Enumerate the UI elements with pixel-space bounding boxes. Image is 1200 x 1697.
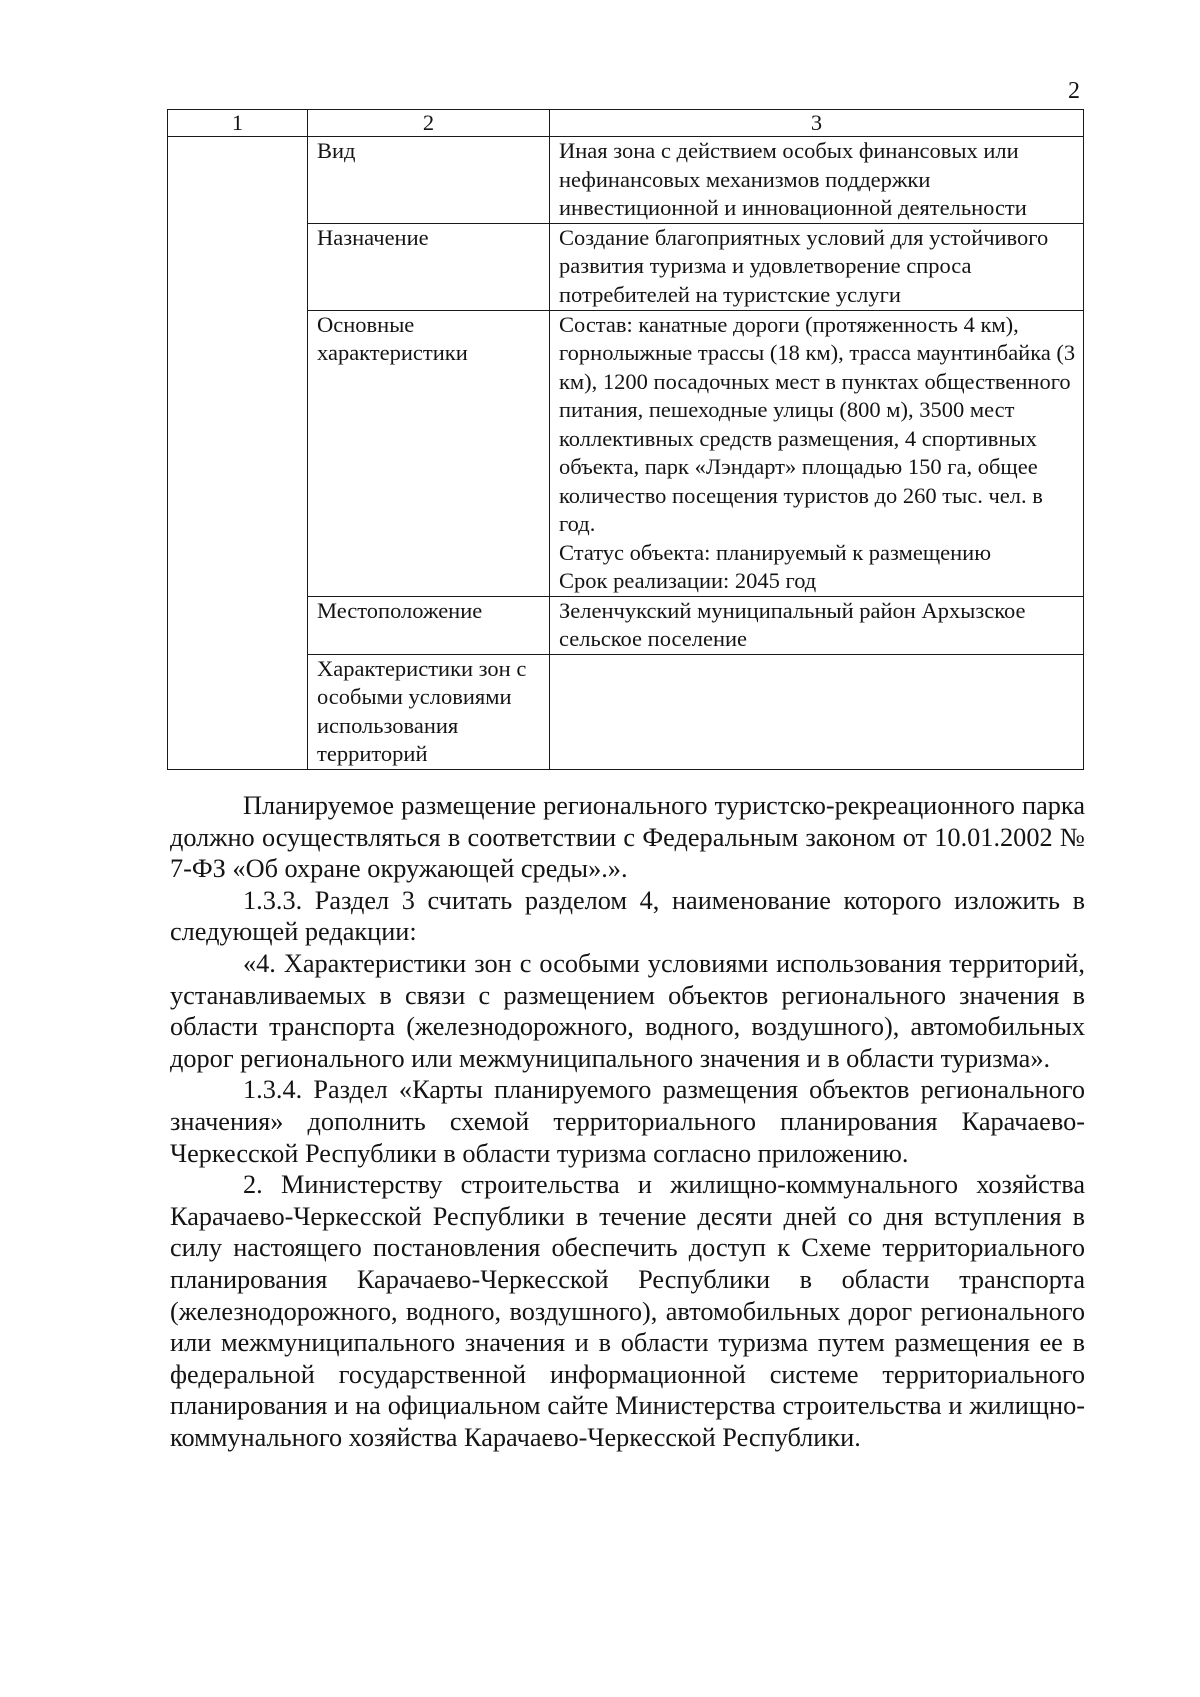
row-label: Местоположение (317, 597, 483, 623)
table-cell-label (308, 310, 550, 596)
page-number: 2 (1068, 78, 1080, 104)
table-cell-label (308, 223, 550, 310)
spec-table (167, 109, 1084, 770)
row-label: Основные характеристики (317, 311, 468, 365)
row-label: Назначение (317, 224, 429, 250)
table-header-cell: 1 (168, 110, 308, 137)
table-cell-value (550, 223, 1084, 310)
table-cell-label (308, 596, 550, 654)
row-value: Иная зона с действием особых финансовых или нефинансовых механизмов поддержки инвестиционной и инновационной деятельности (559, 138, 1027, 220)
paragraph: 1.3.4. Раздел «Карты планируемого размещения объектов регионального значения» дополнить схемой территориального планирования Карачаево-Черкесской Республики в области туризма согласно приложению. (170, 1075, 1085, 1168)
paragraph: «4. Характеристики зон с особыми условиями использования территорий, устанавливаемых в связи с размещением объектов регионального значения в области транспорта (железнодорожного, водного, воздушного), автомобильных дорог регионального или межмуниципального значения и в области туризма». (170, 948, 1085, 1073)
table-cell-value (550, 137, 1084, 224)
paragraph: 1.3.3. Раздел 3 считать разделом 4, наименование которого изложить в следующей редакции: (170, 885, 1085, 947)
row-label: Характеристики зон с особыми условиями использования территорий (317, 655, 527, 766)
table-cell-label (308, 137, 550, 224)
paragraph: 2. Министерству строительства и жилищно-коммунального хозяйства Карачаево-Черкесской Республики в течение десяти дней со дня вступления в силу настоящего постановления обеспечить доступ к Схеме территориального планирования Карачаево-Черкесской Республики в области транспорта (железнодорожного, водного, воздушного), автомобильных дорог регионального или межмуниципального значения и в области туризма путем размещения ее в федеральной государственной информационной системе территориального планирования и на официальном сайте Министерства строительства и жилищно-коммунального хозяйства Карачаево-Черкесской Республики. (170, 1170, 1085, 1452)
table-cell-value (550, 596, 1084, 654)
body-text (170, 790, 1085, 1453)
table-cell-value (550, 310, 1084, 596)
row-value: Создание благоприятных условий для устойчивого развития туризма и удовлетворение спроса потребителей на туристские услуги (559, 224, 1049, 307)
row-value-deadline: Срок реализации: 2045 год (559, 568, 817, 593)
table-cell-value (550, 654, 1084, 769)
row-label: Вид (317, 138, 356, 163)
table-header-cell: 2 (308, 110, 550, 137)
row-value-status: Статус объекта: планируемый к размещению (559, 539, 992, 565)
table-row (168, 137, 1084, 224)
row-value: Состав: канатные дороги (протяженность 4 км), горнолыжные трассы (18 км), трасса маунтинбайка (3 км), 1200 посадочных мест в пунктах общественного питания, пешеходные улицы (800 м), 3500 мест коллективных средств размещения, 4 спортивных объекта, парк «Лэндарт» площадью 150 га, общее количество посещения туристов до 260 тыс. чел. в год. (559, 311, 1076, 536)
table-cell-col1 (168, 137, 308, 770)
paragraph: Планируемое размещение регионального туристско-рекреационного парка должно осуществляться в соответствии с Федеральным законом от 10.01.2002 № 7-ФЗ «Об охране окружающей среды».». (170, 791, 1085, 884)
row-value: Зеленчукский муниципальный район Архызское сельское поселение (559, 597, 1026, 651)
table-header-row (168, 110, 1084, 137)
table-cell-label (308, 654, 550, 769)
table-header-cell: 3 (550, 110, 1084, 137)
